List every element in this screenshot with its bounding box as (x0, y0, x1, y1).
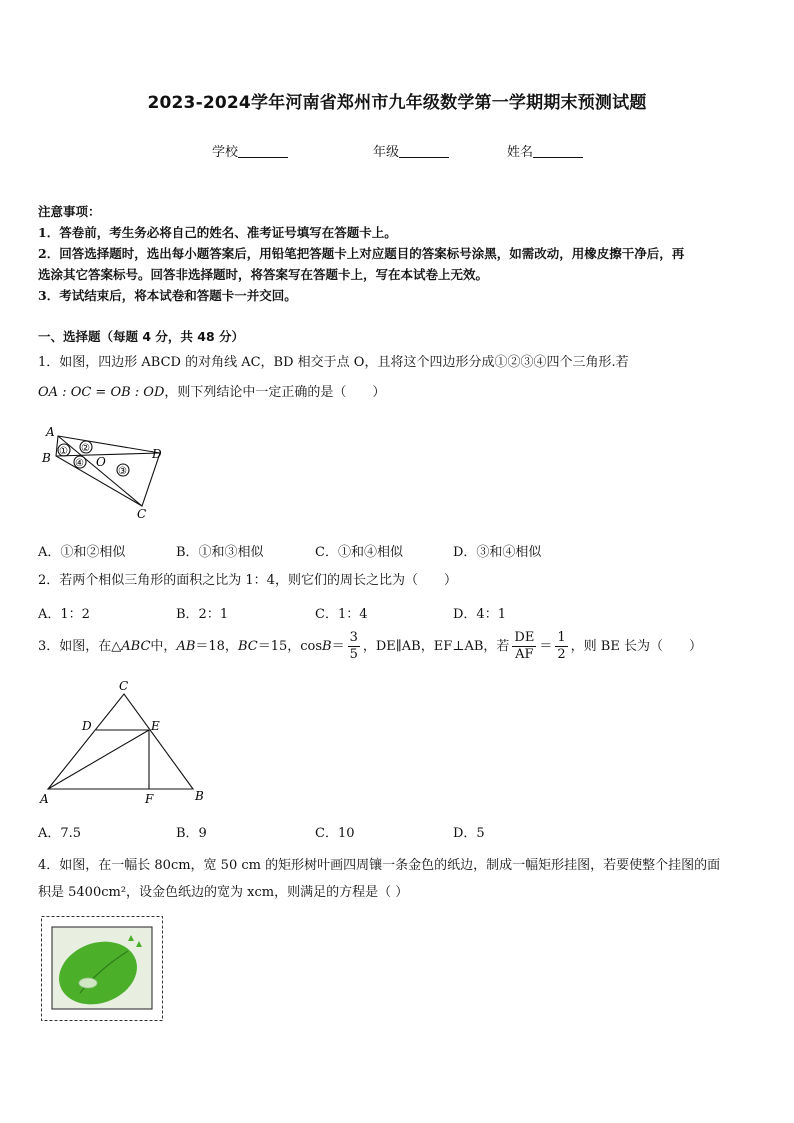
q3-frac-ratio (512, 630, 536, 663)
q1-region-4: ④ (75, 458, 84, 469)
notice-item: 1．答卷前，考生务必将自己的姓名、准考证号填写在答题卡上。 (38, 225, 397, 240)
section-heading: 一、选择题（每题 4 分，共 48 分） (38, 329, 245, 344)
q3-bc-val: ＝15，cos (257, 639, 323, 654)
q2-option-d[interactable]: D．4：1 (453, 607, 506, 622)
q2-option-c[interactable]: C．1：4 (315, 607, 368, 622)
q3-option-b[interactable]: B．9 (176, 826, 207, 841)
q3-label-e: E (151, 719, 160, 733)
q3-bc: BC (237, 639, 258, 654)
q3-de-ab: ，DE∥AB，EF⊥AB，若 (362, 639, 510, 654)
q1-option-d[interactable]: D．③和④相似 (453, 545, 542, 560)
q3-cos-b: B (322, 639, 332, 654)
q3-figure (38, 676, 213, 810)
q3-option-c[interactable]: C．10 (315, 826, 355, 841)
q3-option-d[interactable]: D．5 (453, 826, 485, 841)
notice-heading: 注意事项： (38, 204, 101, 219)
q1-label-o: O (96, 455, 106, 469)
q3-ab: AB (176, 639, 196, 654)
q3-tri: △ABC (111, 639, 151, 654)
q1-label-d: D (152, 447, 162, 461)
q1-region-3: ③ (118, 466, 127, 477)
q4-text (38, 852, 758, 906)
q2-option-a[interactable]: A．1：2 (38, 607, 90, 622)
q1-option-c[interactable]: C．①和④相似 (315, 545, 403, 560)
q3-option-a[interactable]: A．7.5 (38, 826, 82, 841)
grade-blank[interactable] (399, 144, 449, 158)
q2-text: 2．若两个相似三角形的面积之比为 1：4，则它们的周长之比为（ ） (38, 573, 457, 588)
q3-prefix: 3．如图，在 (38, 639, 112, 654)
notice-item: 3．考试结束后，将本试卷和答题卡一并交回。 (38, 288, 297, 303)
q4-line2: 积是 5400cm²，设金色纸边的宽为 xcm，则满足的方程是（ ） (38, 885, 409, 900)
q3-text (38, 628, 758, 666)
notice-block (38, 201, 758, 306)
q3-frac-half-num: 1 (557, 630, 566, 645)
q1-figure (38, 420, 173, 525)
name-blank[interactable] (533, 144, 583, 158)
q1-region-1: ① (59, 446, 68, 457)
page-title: 2023-2024学年河南省郑州市九年级数学第一学期期末预测试题 (147, 93, 647, 113)
name-label: 姓名 (507, 145, 534, 160)
q3-frac-cos-den: 5 (349, 647, 358, 662)
q3-frac-ratio-den: AF (515, 647, 534, 662)
school-blank[interactable] (238, 144, 288, 158)
grade-field[interactable] (373, 141, 449, 160)
q3-frac-cos (348, 630, 360, 663)
q3-eq: ＝ (331, 639, 345, 654)
q1-label-a: A (46, 425, 55, 439)
school-label: 学校 (212, 145, 239, 160)
q1-label-b: B (42, 451, 51, 465)
q1-label-c: C (137, 507, 147, 521)
q4-line1: 4．如图，在一幅长 80cm，宽 50 cm 的矩形树叶画四周镶一条金色的纸边，制成一幅矩形挂图，若要使整个挂图的面 (38, 858, 721, 873)
q3-ab-val: ＝18， (195, 639, 238, 654)
q3-label-a: A (40, 792, 49, 806)
q3-eq2: ＝ (539, 639, 553, 654)
q2-option-b[interactable]: B．2：1 (176, 607, 229, 622)
q3-mid: 中， (150, 639, 177, 654)
q3-label-b: B (195, 789, 204, 803)
notice-item: 2．回答选择题时，选出每小题答案后，用铅笔把答题卡上对应题目的答案标号涂黑，如需改动，用橡皮擦干净后，再 (38, 246, 685, 261)
name-field[interactable] (507, 141, 583, 160)
q3-label-c: C (119, 679, 129, 693)
q3-frac-cos-num: 3 (349, 630, 358, 645)
notice-item: 选涂其它答案标号。回答非选择题时，将答案写在答题卡上，写在本试卷上无效。 (38, 267, 489, 282)
q1-region-2: ② (81, 443, 90, 454)
q3-frac-half (555, 630, 567, 663)
q1-line2-tail: ，则下列结论中一定正确的是（ ） (164, 385, 386, 400)
q1-line1: 1．如图，四边形 ABCD 的对角线 AC，BD 相交于点 O，且将这个四边形分成①②③④四个三角形.若 (38, 355, 629, 370)
q3-frac-half-den: 2 (557, 647, 566, 662)
q3-tail: ，则 BE 长为（ ） (570, 639, 702, 654)
q1-option-a[interactable]: A．①和②相似 (38, 545, 126, 560)
q3-label-d: D (82, 719, 92, 733)
grade-label: 年级 (373, 145, 400, 160)
q1-option-b[interactable]: B．①和③相似 (176, 545, 264, 560)
school-field[interactable] (212, 141, 288, 160)
q3-label-f: F (145, 792, 154, 806)
q1-line2 (38, 383, 758, 403)
q4-figure (40, 915, 166, 1025)
q3-frac-ratio-num: DE (514, 630, 535, 645)
q1-formula: OA : OC = OB : OD (38, 385, 165, 400)
